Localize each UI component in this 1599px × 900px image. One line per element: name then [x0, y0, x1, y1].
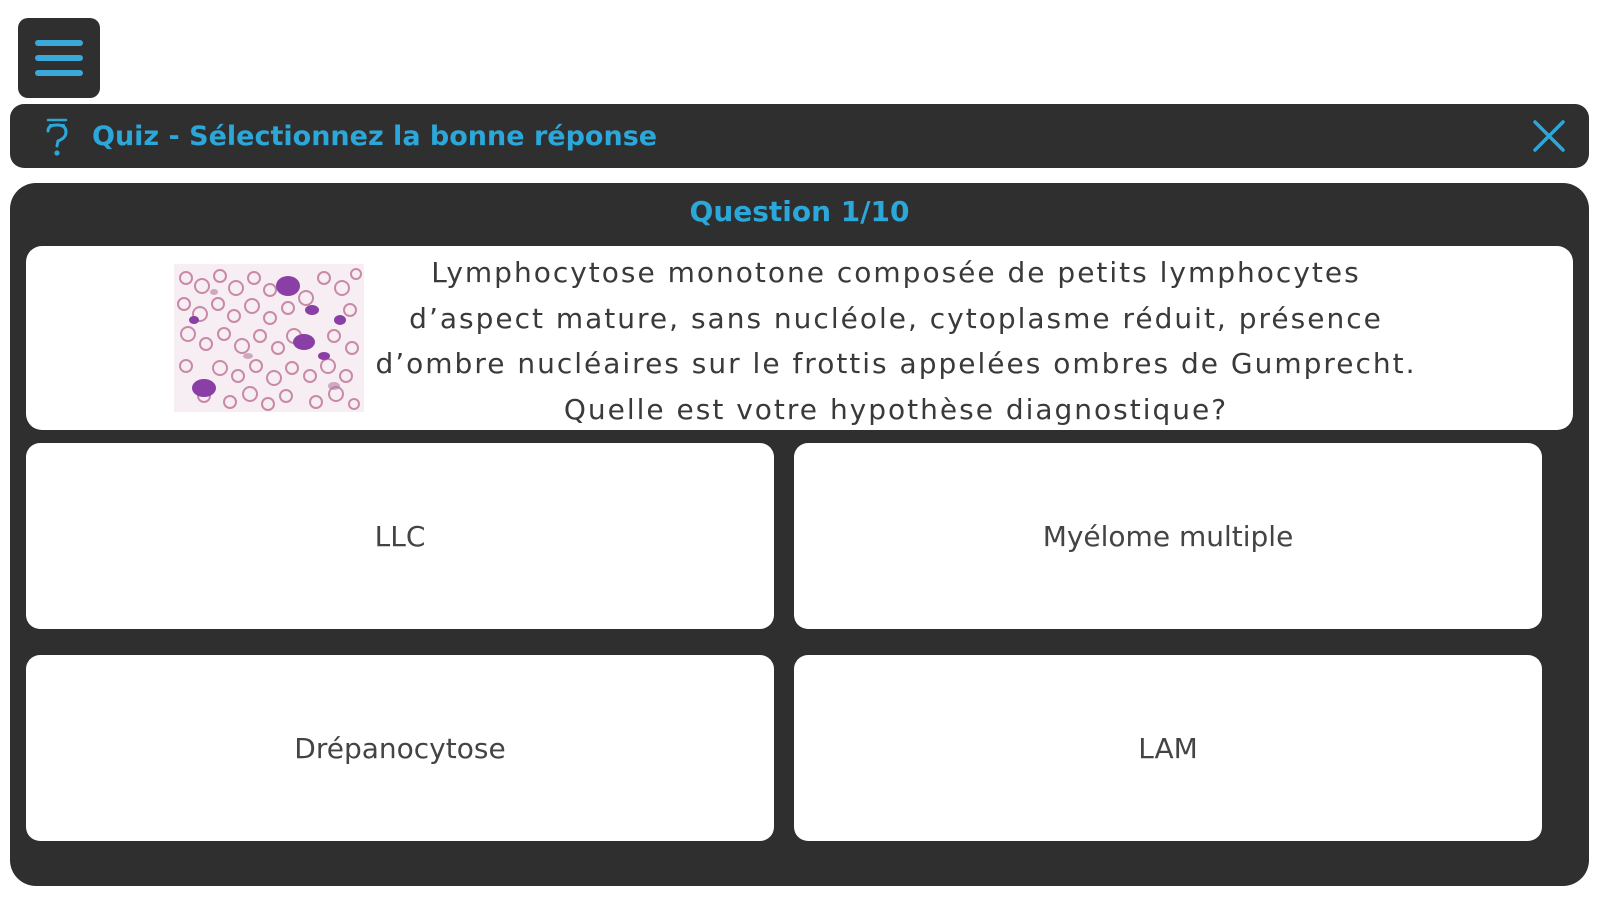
question-counter: Question 1/10: [689, 195, 910, 228]
question-text: Lymphocytose monotone composée de petits lymphocytes d’aspect mature, sans nucléole, cytoplasme réduit, présence d’ombre nucléaires sur le frottis appelées ombres de Gumprecht. Quelle est votre hypothèse diagnostique?: [375, 256, 1417, 426]
quiz-panel: [10, 183, 1589, 886]
quiz-title: Quiz - Sélectionnez la bonne réponse: [92, 120, 658, 152]
hamburger-menu-icon-bar-bottom: [35, 70, 83, 76]
quiz-title-bar: [10, 104, 1589, 168]
answer-button-1[interactable]: [26, 443, 774, 629]
blood-smear-thumbnail: [174, 264, 364, 412]
answer-label: LAM: [1138, 731, 1198, 765]
answer-button-3[interactable]: [26, 655, 774, 841]
menu-button[interactable]: [18, 18, 100, 98]
answer-button-2[interactable]: [794, 443, 1542, 629]
hamburger-menu-icon-bar-top: [35, 40, 83, 46]
answer-label: Myélome multiple: [1042, 519, 1294, 553]
answer-button-4[interactable]: [794, 655, 1542, 841]
hamburger-menu-icon-bar-middle: [35, 55, 83, 61]
question-card: [26, 246, 1573, 430]
question-mark-icon: [40, 114, 74, 158]
close-icon[interactable]: [1529, 116, 1569, 156]
answer-label: LLC: [374, 519, 426, 553]
answer-label: Drépanocytose: [294, 731, 506, 765]
